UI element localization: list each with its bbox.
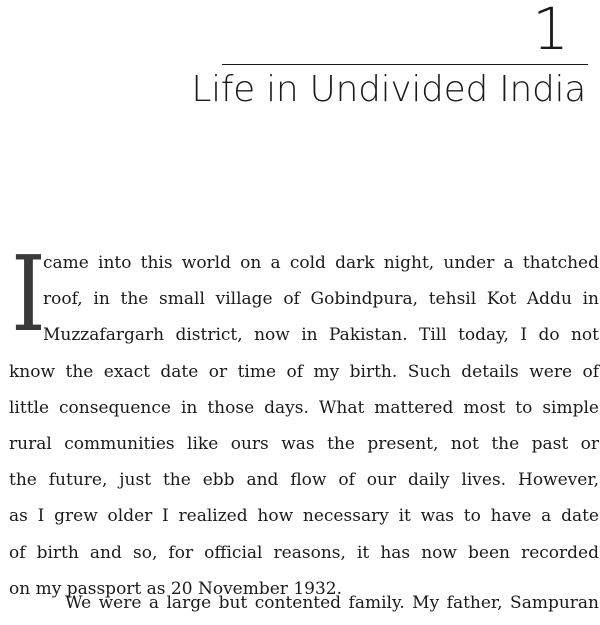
- text-line: know the exact date or time of my birth. Such details were of: [9, 361, 599, 382]
- text-line: roof, in the small village of Gobindpura, tehsil Kot Addu in: [43, 289, 599, 310]
- paragraph-2: [9, 585, 599, 621]
- chapter-title: Life in Undivided India: [191, 69, 586, 110]
- text-line: came into this world on a cold dark night, under a thatched: [43, 253, 599, 273]
- paragraph-1: [9, 233, 599, 607]
- text-line: as I grew older I realized how necessary it was to have a date: [9, 506, 599, 527]
- text-line: on my passport as 20 November 1932.: [9, 578, 342, 599]
- text-line: rural communities like ours was the present, not the past or: [9, 434, 599, 455]
- text-line: little consequence in those days. What mattered most to simple: [9, 397, 599, 418]
- chapter-number: 1: [532, 0, 568, 63]
- chapter-rule: [222, 64, 588, 65]
- drop-cap: I: [11, 233, 46, 355]
- text-line: the future, just the ebb and flow of our daily lives. However,: [9, 470, 599, 491]
- text-line: of birth and so, for official reasons, it has now been recorded: [9, 542, 599, 563]
- text-line: We were a large but contented family. My father, Sampuran: [65, 593, 599, 613]
- text-line: Muzzafargarh district, now in Pakistan. Till today, I do not: [43, 325, 599, 346]
